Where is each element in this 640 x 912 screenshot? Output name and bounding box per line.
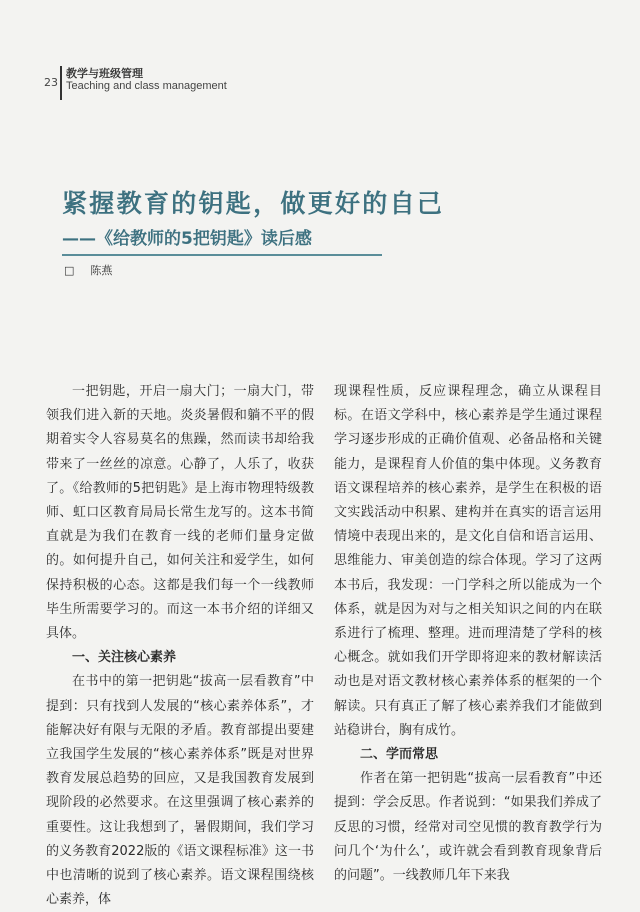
section-heading: 一、关注核心素养 xyxy=(72,650,177,666)
section-title-cn: 教学与班级管理 xyxy=(66,67,143,80)
header-divider xyxy=(60,66,62,100)
author-mark: □ xyxy=(64,264,75,277)
paragraph: 在书中的第一把钥匙“拔高一层看教育”中提到：只有找到人发展的“核心素养体系”，才能解决好有限与无限的矛盾。教育部提出要建立我国学生发展的“核心素养体系”既是对世界教育发展总趋势的回应，又是我国教育发展到现阶段的必然要求。在这里强调了核心素养的重要性。这让我想到了，暑假期间，我们学习的义务教育2022版的《语文课程标准》这一书中也清晰的说到了核心素养。语文课程围绕核心素养，体 xyxy=(46,674,314,908)
title-rule xyxy=(62,254,382,256)
article-subtitle: ——《给教师的5把钥匙》读后感 xyxy=(62,229,312,249)
left-column xyxy=(46,380,314,912)
page-number: 23 xyxy=(44,76,58,89)
right-column xyxy=(334,380,602,888)
section-heading: 二、学而常思 xyxy=(360,747,439,763)
paragraph: 现课程性质，反应课程理念，确立从课程目标。在语文学科中，核心素养是学生通过课程学习逐步形成的正确价值观、必备品格和关键能力，是课程育人价值的集中体现。义务教育语文课程培养的核心素养，是学生在积极的语文实践活动中积累、建构并在真实的语言运用情境中表现出来的，是文化自信和语言运用、思维能力、审美创造的综合体现。学习了这两本书后，我发现：一门学科之所以能成为一个体系，就是因为对与之相关知识之间的内在联系进行了梳理、整理。进而理清楚了学科的核心概念。就如我们开学即将迎来的教材解读活动也是对语文教材核心素养体系的框架的一个解读。只有真正了解了核心素养我们才能做到站稳讲台，胸有成竹。 xyxy=(334,384,602,738)
article-title: 紧握教育的钥匙，做更好的自己 xyxy=(62,189,445,218)
paragraph: 作者在第一把钥匙“拔高一层看教育”中还提到：学会反思。作者说到：“如果我们养成了反思的习惯，经常对司空见惯的教育教学行为问几个‘为什么’，或许就会看到教育现象背后的问题”。一线教师几年下来我 xyxy=(334,771,602,884)
author-line xyxy=(64,262,112,278)
paragraph: 一把钥匙，开启一扇大门；一扇大门，带领我们进入新的天地。炎炎暑假和躺不平的假期着实令人容易莫名的焦躁，然而读书却给我带来了一丝丝的凉意。心静了，人乐了，收获了。《给教师的5把钥匙》是上海市物理特级教师、虹口区教育局局长常生龙写的。这本书简直就是为我们在教育一线的老师们量身定做的。如何提升自己，如何关注和爱学生，如何保持积极的心态。这都是我们每一个一线教师毕生所需要学习的。而这一本书介绍的详细又具体。 xyxy=(46,384,314,642)
author-name: 陈燕 xyxy=(90,264,113,277)
section-title-en: Teaching and class management xyxy=(66,80,227,92)
